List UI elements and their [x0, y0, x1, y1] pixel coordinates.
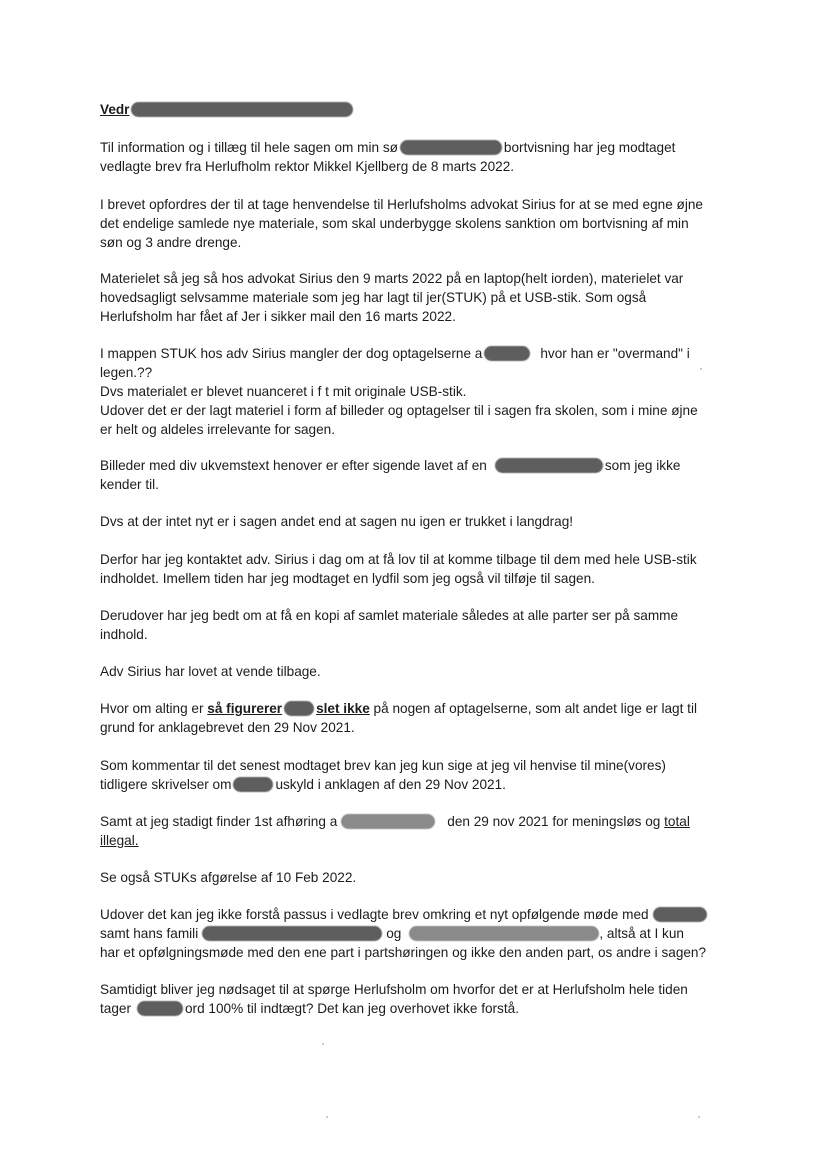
paragraph-line — [100, 345, 690, 363]
paragraph-line — [100, 1000, 519, 1018]
text: tidligere skrivelser om — [100, 777, 232, 792]
redaction — [137, 1001, 183, 1016]
redaction — [400, 140, 502, 155]
redaction — [653, 907, 707, 922]
paragraph-line — [100, 813, 690, 831]
paragraph-line: Adv Sirius har lovet at vende tilbage. — [100, 664, 321, 679]
text: tager — [100, 1001, 131, 1016]
paragraph-line: vedlagte brev fra Herlufholm rektor Mikkel Kjellberg de 8 marts 2022. — [100, 159, 515, 174]
paragraph-line: Dvs at der intet nyt er i sagen andet end at sagen nu igen er trukket i langdrag! — [100, 514, 574, 529]
underlined-text: slet ikke — [316, 701, 370, 716]
underlined-text: så figurerer — [207, 701, 283, 716]
underlined-text: total — [664, 814, 690, 829]
scan-speck — [322, 1043, 324, 1045]
text: Udover det kan jeg ikke forstå passus i vedlagte brev omkring et nyt opfølgende møde med — [100, 907, 649, 922]
redaction — [341, 814, 435, 829]
text: som jeg ikke — [604, 458, 681, 473]
paragraph-line — [100, 906, 707, 924]
paragraph-line: Materielet så jeg så hos advokat Sirius den 9 marts 2022 på en laptop(helt iorden), materielet var — [100, 271, 684, 286]
redaction — [484, 346, 530, 361]
subject-line — [100, 101, 353, 119]
paragraph-line: indhold. — [100, 627, 148, 642]
scan-speck — [700, 368, 702, 370]
text: og — [386, 926, 402, 941]
paragraph-line: hovedsagligt selvsamme materiale som jeg har lagt til jer(STUK) på et USB-stik. Som også — [100, 290, 647, 305]
text: på nogen af optagelserne, som alt andet lige er lagt til — [373, 701, 697, 716]
subject-label: Vedr — [100, 102, 130, 117]
paragraph-line — [100, 139, 675, 157]
paragraph-line: grund for anklagebrevet den 29 Nov 2021. — [100, 720, 355, 735]
paragraph-line — [100, 457, 680, 475]
paragraph-line: legen.?? — [100, 365, 153, 380]
text: I mappen STUK hos adv Sirius mangler der dog optagelserne a — [100, 346, 483, 361]
text: bortvisning har jeg modtaget — [503, 140, 676, 155]
text: Samt at jeg stadigt finder 1st afhøring a — [100, 814, 338, 829]
paragraph-line: søn og 3 andre drenge. — [100, 235, 242, 250]
paragraph-line: Dvs materialet er blevet nuanceret i f t mit originale USB-stik. — [100, 384, 467, 399]
text: den 29 nov 2021 for meningsløs og — [447, 814, 661, 829]
paragraph-line: Se også STUKs afgørelse af 10 Feb 2022. — [100, 870, 357, 885]
text: Til information og i tillæg til hele sagen om min sø — [100, 140, 398, 155]
paragraph-line: illegal. — [100, 833, 139, 848]
paragraph-line: Derfor har jeg kontaktet adv. Sirius i dag om at få lov til at komme tilbage til dem med hele USB-stik — [100, 552, 697, 567]
text: Hvor om alting er — [100, 701, 204, 716]
paragraph-line: Derudover har jeg bedt om at få en kopi af samlet materiale således at alle parter ser på samme — [100, 608, 679, 623]
redaction — [131, 102, 353, 117]
paragraph-line: Herlufsholm har fået af Jer i sikker mail den 16 marts 2022. — [100, 309, 456, 324]
paragraph-line: kender til. — [100, 477, 159, 492]
redaction — [202, 926, 382, 941]
text: , altså at I kun — [599, 926, 684, 941]
paragraph-line — [100, 700, 697, 718]
redaction — [233, 777, 273, 792]
text: Billeder med div ukvemstext henover er efter sigende lavet af en — [100, 458, 487, 473]
paragraph-line: har et opfølgningsmøde med den ene part i partshøringen og ikke den anden part, os andre i sagen? — [100, 945, 707, 960]
paragraph-line: Udover det er der lagt materiel i form af billeder og optagelser til i sagen fra skolen, som i mine øjne — [100, 403, 698, 418]
paragraph-line — [100, 776, 506, 794]
text: hvor han er "overmand" i — [540, 346, 690, 361]
paragraph-line: det endelige samlede nye materiale, som skal underbygge skolens sanktion om bortvisning af min — [100, 216, 689, 231]
paragraph-line — [100, 925, 684, 943]
scan-speck — [326, 1116, 328, 1118]
paragraph-line: Samtidigt bliver jeg nødsaget til at spørge Herlufsholm om hvorfor det er at Herlufsholm hele tiden — [100, 982, 688, 997]
text: uskyld i anklagen af den 29 Nov 2021. — [275, 777, 506, 792]
paragraph-line: Som kommentar til det senest modtaget brev kan jeg kun sige at jeg vil henvise til mine(vores) — [100, 758, 666, 773]
redaction — [409, 926, 599, 941]
redaction — [284, 701, 314, 716]
text: samt hans famili — [100, 926, 199, 941]
paragraph-line: indholdet. Imellem tiden har jeg modtaget en lydfil som jeg også vil tilføje til sagen. — [100, 571, 595, 586]
text: ord 100% til indtægt? Det kan jeg overhovet ikke forstå. — [184, 1001, 519, 1016]
paragraph-line: er helt og aldeles irrelevante for sagen. — [100, 422, 336, 437]
scan-speck — [698, 1116, 700, 1118]
redaction — [495, 458, 603, 473]
paragraph-line: I brevet opfordres der til at tage henvendelse til Herlufsholms advokat Sirius for at se med egne øjne — [100, 197, 703, 212]
